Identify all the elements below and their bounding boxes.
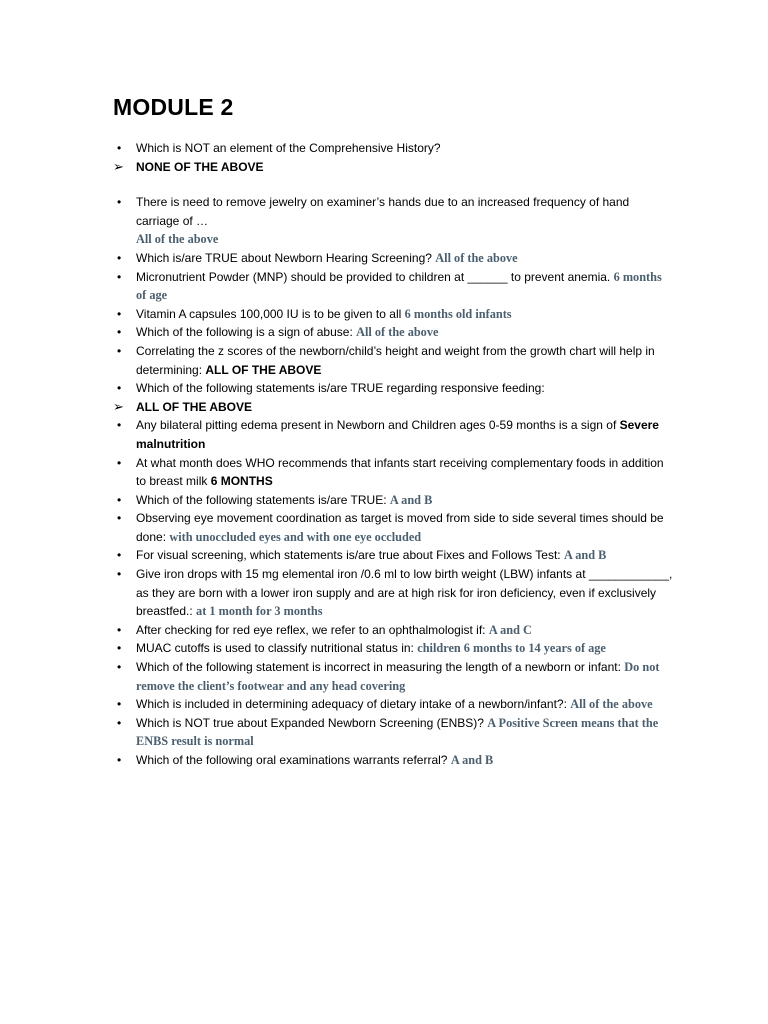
bullet-icon: • [117, 697, 122, 712]
bullet-icon: • [117, 455, 122, 470]
list-item [113, 342, 673, 379]
answer-text: at 1 month for 3 months [196, 604, 323, 619]
bullet-icon: • [117, 418, 122, 433]
question-text: Micronutrient Powder (MNP) should be provided to children at ______ to prevent anemia. [136, 269, 614, 284]
bullet-icon: • [117, 715, 122, 730]
answer-text: Severe malnutrition [136, 418, 659, 451]
list-item [113, 695, 673, 714]
bullet-icon: • [117, 567, 122, 582]
question-text: Correlating the z scores of the newborn/child’s height and weight from the growth chart will help in determining: [136, 343, 655, 377]
list-item [113, 193, 673, 249]
bullet-icon: • [117, 622, 122, 637]
bullet-icon: • [117, 381, 122, 396]
list-item [113, 714, 673, 751]
answer-text: A Positive Screen means that the ENBS result is normal [136, 715, 659, 749]
answer-text: NONE OF THE ABOVE [136, 159, 264, 174]
question-text: Which of the following is a sign of abuse: [136, 325, 357, 340]
question-text: Which is NOT an element of the Comprehensive History? [136, 141, 441, 155]
answer-text: All of the above [136, 232, 219, 247]
list-item [113, 751, 673, 770]
bullet-icon: • [117, 269, 122, 284]
list-item [113, 509, 673, 546]
list-item [113, 639, 673, 658]
list-item [113, 268, 673, 305]
question-text: Observing eye movement coordination as target is moved from side to side several times should be done: [136, 511, 664, 544]
answer-text: ALL OF THE ABOVE [205, 362, 322, 377]
answer-text: 6 months of age [136, 269, 662, 303]
answer-text: A and B [563, 548, 607, 563]
answer-text: 6 MONTHS [210, 474, 273, 489]
list-item [113, 565, 673, 621]
list-item [113, 491, 673, 510]
list-item [113, 323, 673, 342]
list-item [113, 398, 673, 417]
list-item [113, 546, 673, 565]
answer-text: Do not remove the client’s footwear and any head covering [136, 660, 660, 693]
bullet-icon: • [117, 641, 122, 656]
answer-text: A and B [389, 492, 433, 507]
question-text: Which is NOT true about Expanded Newborn Screening (ENBS)? [136, 715, 488, 730]
bullet-icon: • [117, 195, 122, 210]
page-title: MODULE 2 [113, 94, 234, 120]
question-text: Which is/are TRUE about Newborn Hearing Screening? [136, 250, 436, 265]
list-item [113, 454, 673, 491]
question-text: For visual screening, which statements is/are true about Fixes and Follows Test: [136, 548, 564, 563]
answer-text: 6 months old infants [404, 306, 512, 321]
list-item [113, 416, 673, 453]
bullet-icon: • [117, 325, 122, 340]
arrow-bullet-icon: ➢ [113, 398, 124, 414]
answer-text: All of the above [356, 325, 439, 340]
answer-text: children 6 months to 14 years of age [417, 641, 606, 656]
list-item [113, 379, 673, 398]
bullet-icon: • [117, 250, 122, 265]
bullet-icon: • [117, 660, 122, 675]
list-item [113, 249, 673, 268]
question-text: Which of the following statements is/are TRUE regarding responsive feeding: [136, 381, 545, 396]
arrow-bullet-icon: ➢ [113, 158, 124, 174]
list-item [113, 305, 673, 324]
question-text: Which of the following statements is/are TRUE: [136, 492, 390, 507]
bullet-icon: • [117, 343, 122, 358]
question-text: Which of the following oral examinations warrants referral? [136, 753, 451, 767]
answer-text: A and C [488, 622, 532, 637]
list-item [113, 158, 673, 177]
question-text: MUAC cutoffs is used to classify nutritional status in: [136, 641, 418, 656]
answer-text: All of the above [570, 697, 653, 712]
answer-text: All of the above [435, 250, 518, 265]
question-text: Which of the following statement is incorrect in measuring the length of a newborn or infant: [136, 660, 625, 675]
question-text: Which is included in determining adequacy of dietary intake of a newborn/infant?: [136, 697, 571, 712]
list-item [113, 621, 673, 640]
list-item [113, 139, 673, 158]
question-text: At what month does WHO recommends that infants start receiving complementary foods in addition to breast milk [136, 455, 664, 489]
question-list [113, 139, 673, 770]
question-text: Vitamin A capsules 100,000 IU is to be given to all [136, 306, 405, 321]
bullet-icon: • [117, 753, 122, 767]
spacer [113, 176, 673, 193]
question-text: There is need to remove jewelry on examiner’s hands due to an increased frequency of hand carriage of … [136, 195, 630, 228]
answer-text: ALL OF THE ABOVE [136, 399, 253, 414]
bullet-icon: • [117, 548, 122, 563]
list-item [113, 658, 673, 695]
answer-text: A and B [450, 753, 494, 767]
bullet-icon: • [117, 511, 122, 526]
bullet-icon: • [117, 306, 122, 321]
bullet-icon: • [117, 141, 122, 155]
question-text: Give iron drops with 15 mg elemental iron /0.6 ml to low birth weight (LBW) infants at ____________, as they are born with a lower iron supply and are at high risk for iron deficiency, even if exclusively breastfed.: [136, 567, 673, 619]
bullet-icon: • [117, 492, 122, 507]
answer-text: with unoccluded eyes and with one eye occluded [169, 529, 422, 544]
question-text: After checking for red eye reflex, we refer to an ophthalmologist if: [136, 622, 489, 637]
question-text: Any bilateral pitting edema present in Newborn and Children ages 0-59 months is a sign of [136, 418, 620, 433]
